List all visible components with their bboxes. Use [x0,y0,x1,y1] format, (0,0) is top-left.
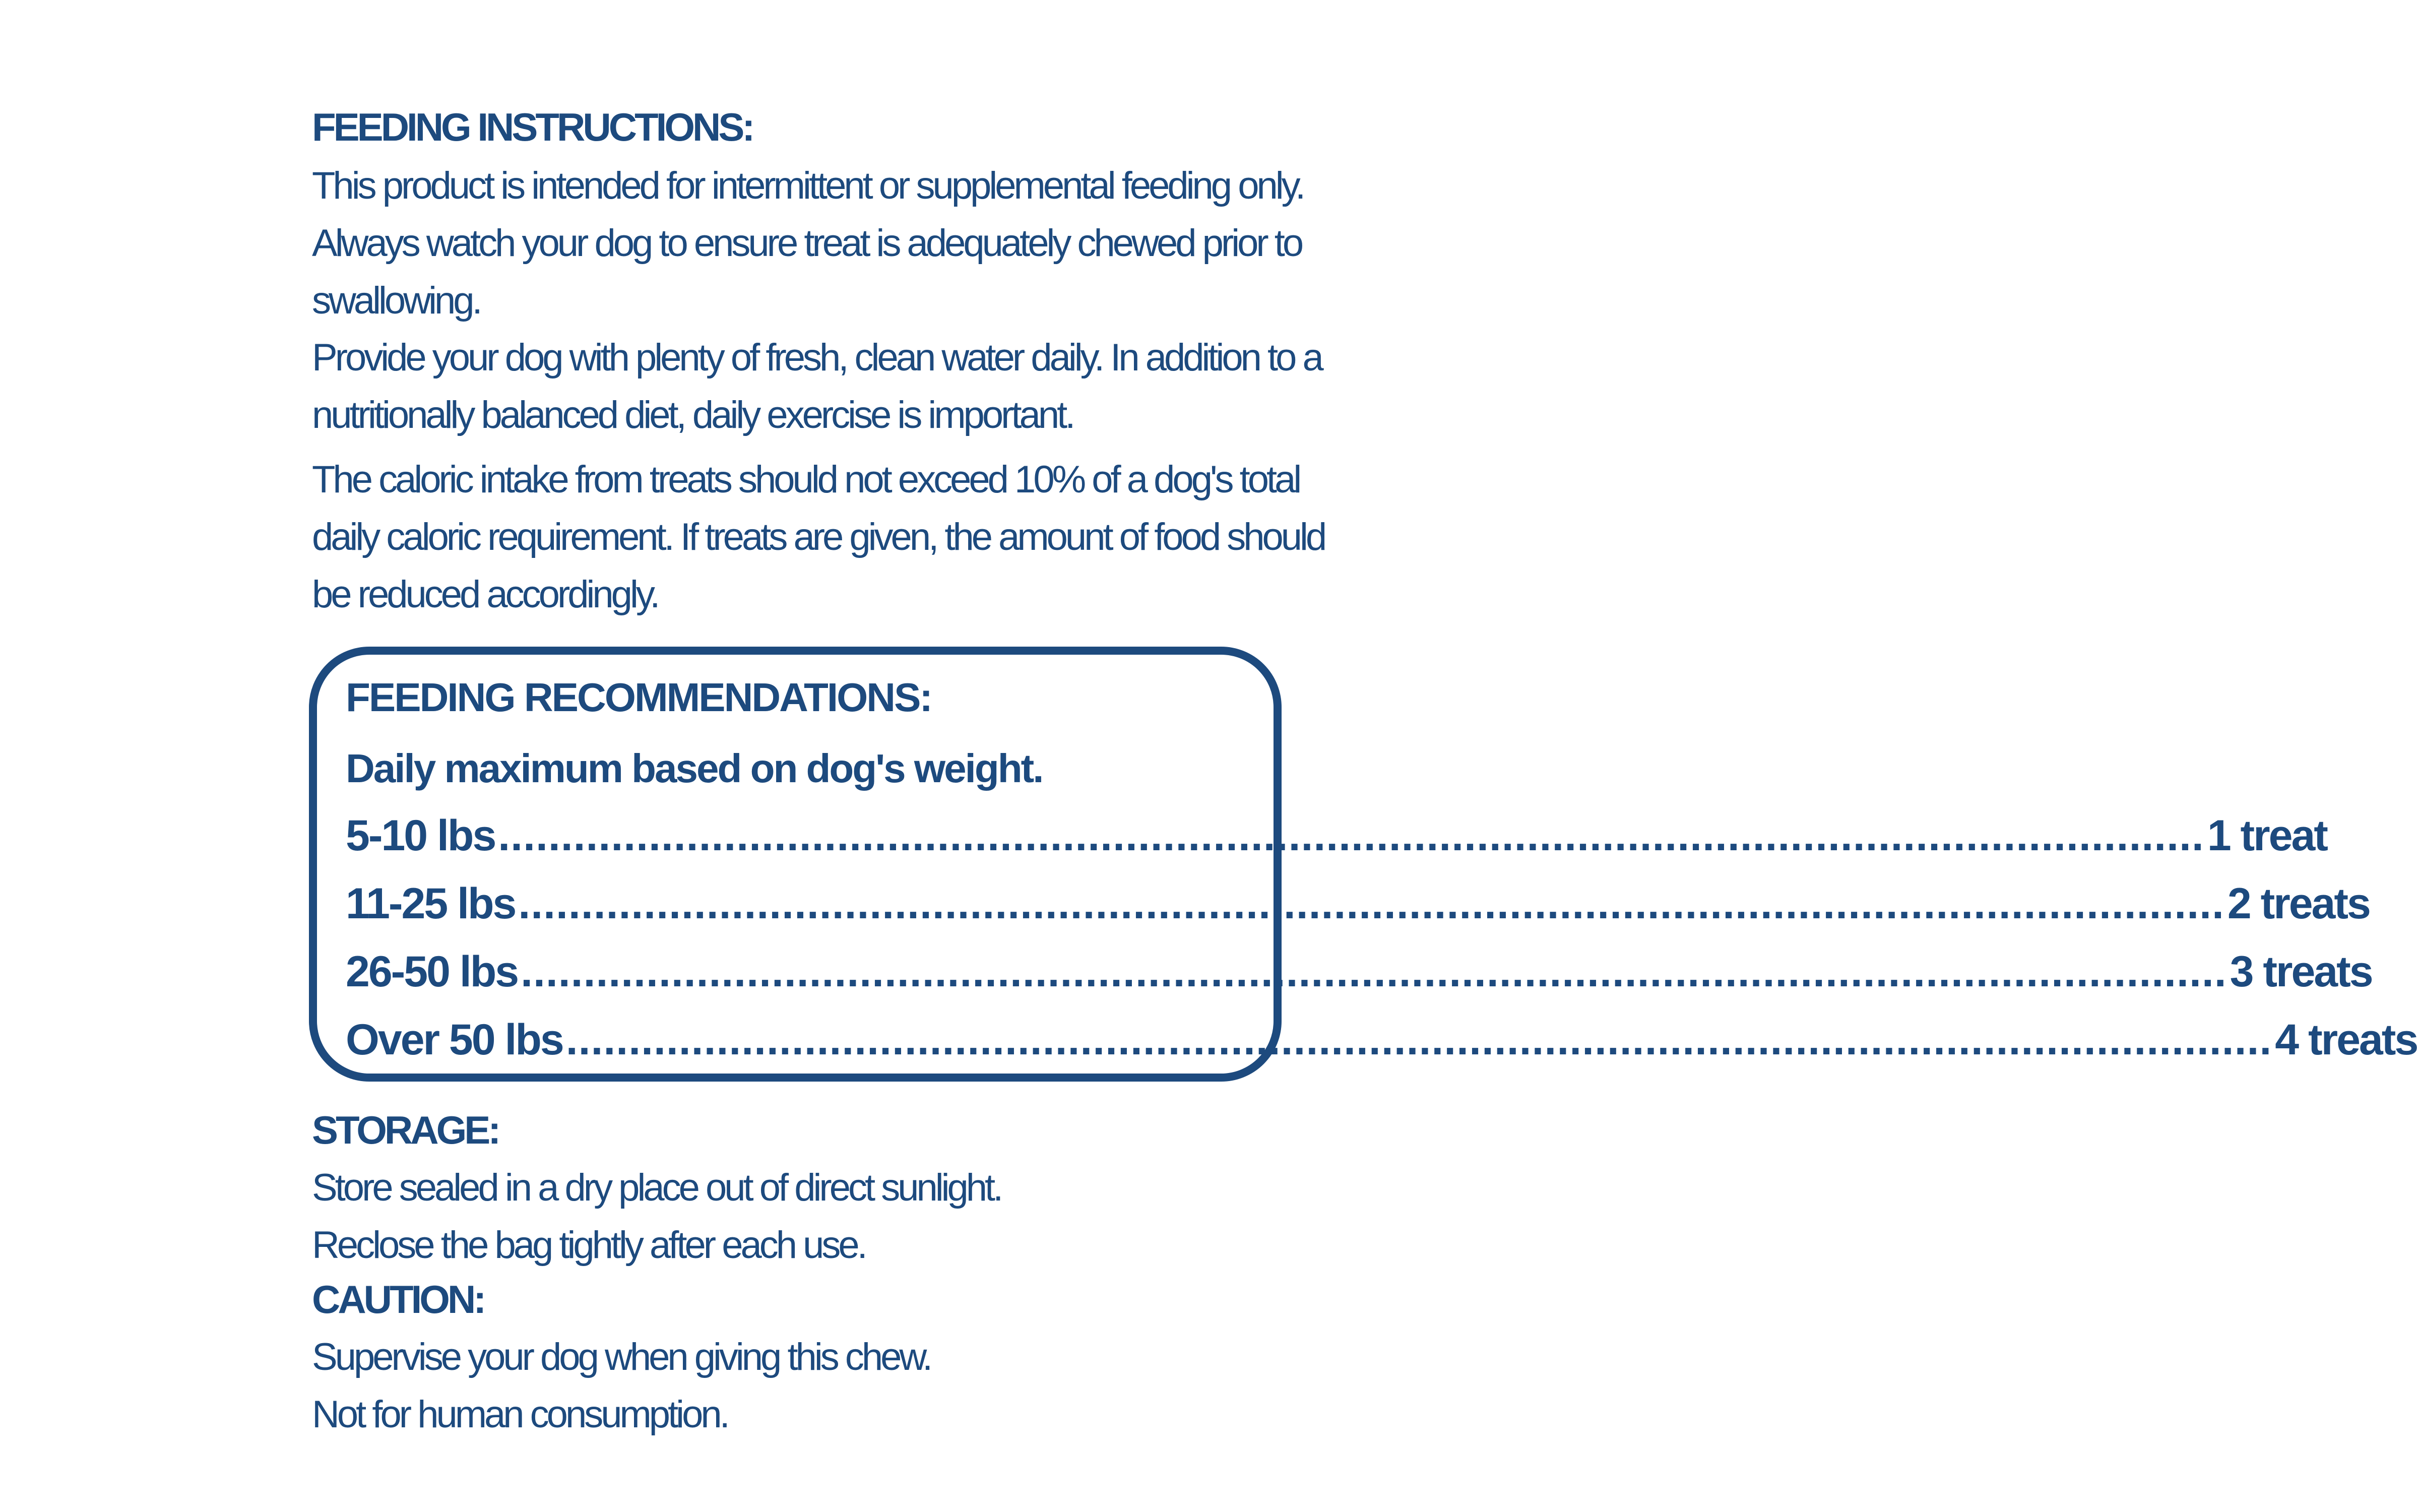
text-line: daily caloric requirement. If treats are given, the amount of food should [312,516,1325,558]
storage-text [312,1159,1001,1274]
text-line: Always watch your dog to ensure treat is adequately chewed prior to [312,222,1302,265]
dot-leader: ........................................................................................................................................ [521,948,2227,996]
dot-leader: ........................................................................................................................................ [565,1016,2272,1064]
treat-amount: 1 treat [2207,811,2327,860]
text-line: This product is intended for intermittent or supplemental feeding only. [312,164,1304,207]
text-line: The caloric intake from treats should not exceed 10% of a dog's total [312,458,1300,501]
treat-amount: 2 treats [2227,879,2370,928]
text-line: nutritionally balanced diet, daily exercise is important. [312,394,1073,436]
treat-amount: 4 treats [2275,1016,2417,1064]
storage-heading: STORAGE: [312,1108,499,1152]
recommendation-row [346,810,2327,861]
caution-heading: CAUTION: [312,1277,484,1321]
text-line: Not for human consumption. [312,1393,728,1436]
feeding-recommendations-subheading: Daily maximum based on dog's weight. [346,746,1043,791]
caution-text [312,1329,930,1443]
feeding-instructions-paragraph-2 [312,329,1321,444]
text-line: Provide your dog with plenty of fresh, clean water daily. In addition to a [312,336,1321,379]
text-line: Supervise your dog when giving this chew. [312,1336,931,1378]
weight-range: 11-25 lbs [346,879,516,928]
recommendation-row [346,878,2370,929]
text-line: swallowing. [312,279,480,322]
feeding-instructions-heading: FEEDING INSTRUCTIONS: [312,105,753,149]
treat-amount: 3 treats [2230,948,2372,996]
weight-range: 5-10 lbs [346,811,495,860]
text-line: Reclose the bag tightly after each use. [312,1224,865,1267]
recommendation-row [346,947,2372,997]
dot-leader: ........................................................................................................................................ [498,811,2204,860]
feeding-instructions-paragraph-3 [312,451,1324,623]
weight-range: 26-50 lbs [346,948,518,996]
feeding-recommendations-heading: FEEDING RECOMMENDATIONS: [346,675,932,720]
text-line: be reduced accordingly. [312,573,658,616]
recommendation-row [346,1015,2417,1065]
feeding-instructions-paragraph-1 [312,157,1303,330]
dot-leader: ........................................................................................................................................ [518,879,2224,928]
text-line: Store sealed in a dry place out of direct sunlight. [312,1166,1001,1209]
weight-range: Over 50 lbs [346,1016,563,1064]
